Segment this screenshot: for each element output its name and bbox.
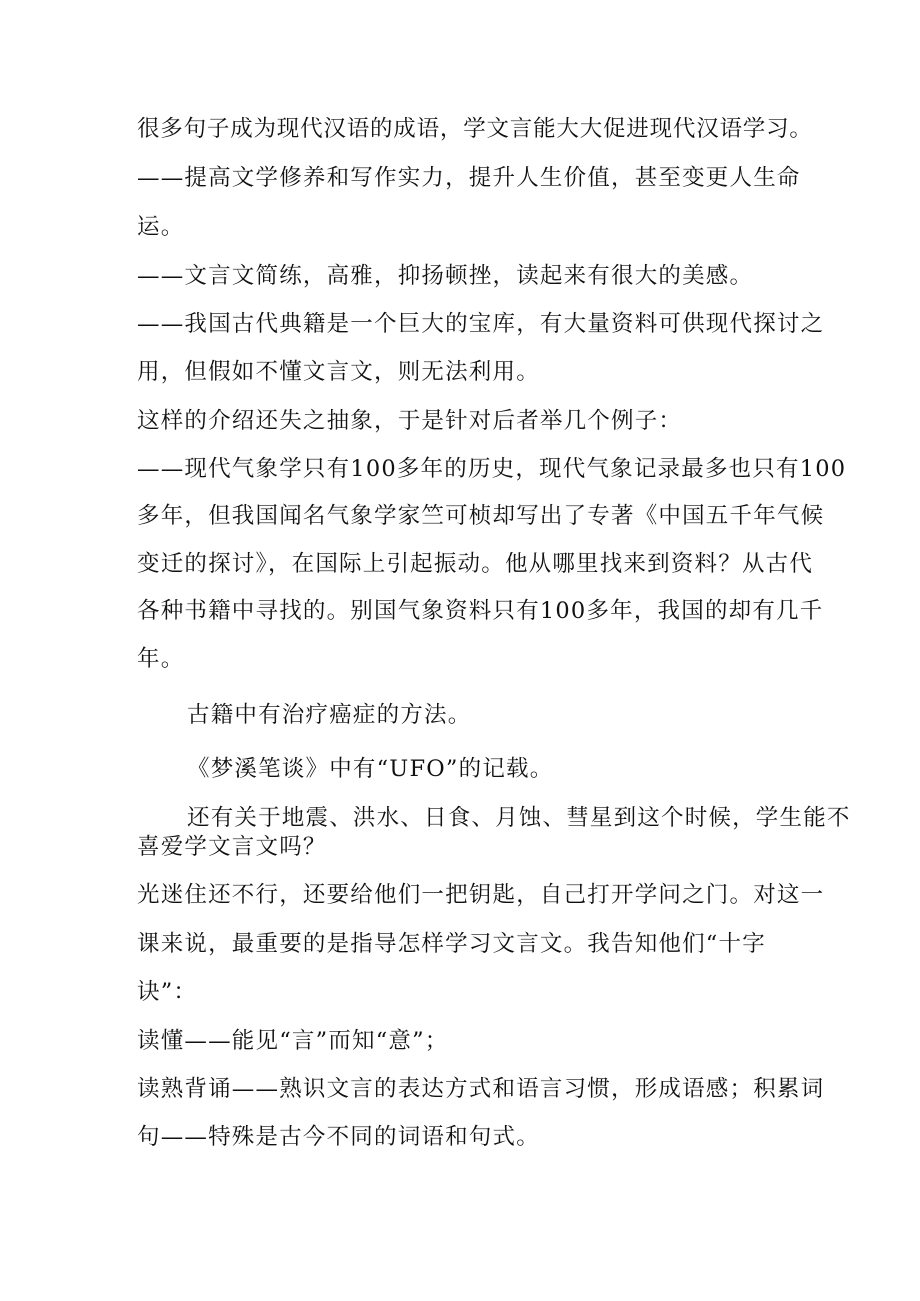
text-line-20: 读懂——能见“言”而知“意”；: [137, 1028, 449, 1054]
text-line-11: 各种书籍中寻找的。别国气象资料只有100多年，我国的却有几千: [137, 598, 824, 624]
text-line-12: 年。: [137, 646, 185, 672]
text-line-8: ——现代气象学只有100多年的历史，现代气象记录最多也只有100: [137, 456, 847, 482]
text-line-16: 喜爱学文言文吗？: [137, 834, 327, 860]
text-line-15: 还有关于地震、洪水、日食、月蚀、彗星到这个时候，学生能不: [187, 805, 851, 831]
text-line-22: 句——特殊是古今不同的词语和句式。: [137, 1124, 540, 1150]
text-line-18: 课来说，最重要的是指导怎样学习文言文。我告知他们“十字: [137, 931, 766, 957]
text-line-4: ——文言文简练，高雅，抑扬顿挫，读起来有很大的美感。: [137, 263, 754, 289]
text-line-19: 诀”：: [137, 979, 198, 1005]
text-line-9: 多年，但我国闻名气象学家竺可桢却写出了专著《中国五千年气候: [137, 503, 825, 529]
text-line-1: 很多句子成为现代汉语的成语，学文言能大大促进现代汉语学习。: [137, 116, 813, 142]
text-line-7: 这样的介绍还失之抽象，于是针对后者举几个例子：: [137, 408, 683, 434]
text-line-17: 光迷住还不行，还要给他们一把钥匙，自己打开学问之门。对这一: [137, 882, 825, 908]
text-line-21: 读熟背诵——熟识文言的表达方式和语言习惯，形成语感；积累词: [137, 1076, 825, 1102]
text-line-6: 用，但假如不懂文言文，则无法利用。: [137, 359, 540, 385]
text-line-5: ——我国古代典籍是一个巨大的宝库，有大量资料可供现代探讨之: [137, 311, 825, 337]
text-line-14: 《梦溪笔谈》中有“UFO”的记载。: [187, 756, 554, 782]
text-line-2: ——提高文学修养和写作实力，提升人生价值，甚至变更人生命: [137, 165, 801, 191]
text-line-3: 运。: [137, 214, 185, 240]
text-line-13: 古籍中有治疗癌症的方法。: [187, 702, 472, 728]
text-line-10: 变迁的探讨》，在国际上引起振动。他从哪里找来到资料？从古代: [137, 551, 814, 577]
